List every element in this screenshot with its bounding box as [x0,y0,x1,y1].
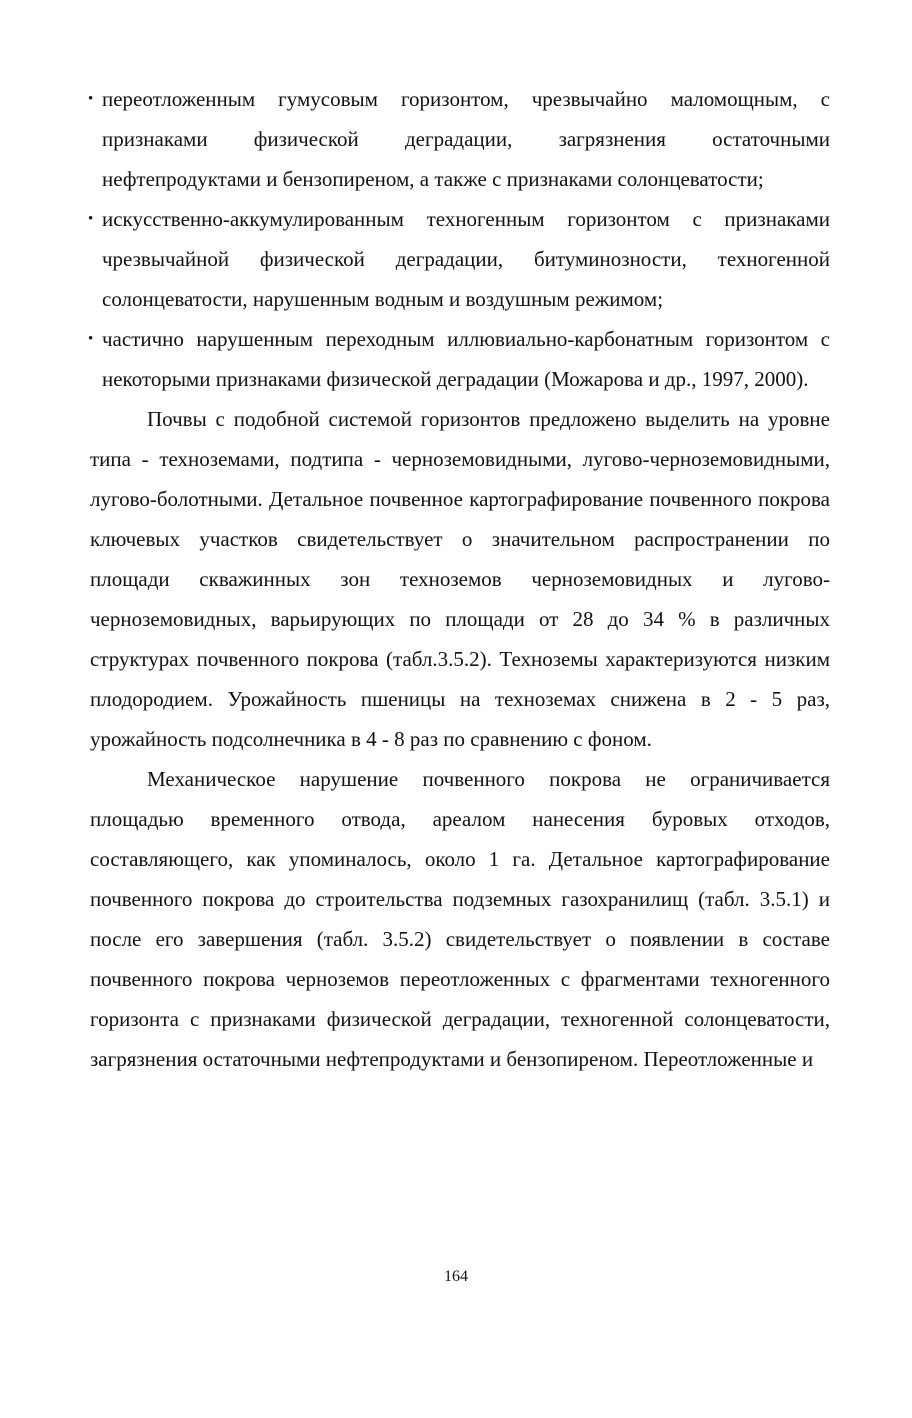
bullet-list [90,79,830,399]
bullet-item [90,319,830,399]
page-body [90,79,830,1079]
paragraph: Почвы с подобной системой горизонтов предложено выделить на уровне типа - техноземами, подтипа - черноземовидными, лугово-черноземовидными, лугово-болотными. Детальное почвенное картографирование почвенного покрова ключевых участков свидетельствует о значительном распространении по площади скважинных зон техноземов черноземовидных и лугово-черноземовидных, варьирующих по площади от 28 до 34 % в различных структурах почвенного покрова (табл.3.5.2). Техноземы характеризуются низким плодородием. Урожайность пшеницы на техноземах снижена в 2 - 5 раз, урожайность подсолнечника в 4 - 8 раз по сравнению с фоном. [90,407,830,751]
bullet-icon: • [88,91,94,107]
bullet-icon: • [88,211,94,227]
bullet-text: искусственно-аккумулированным техногенным горизонтом с признаками чрезвычайной физической деградации, битуминозности, техногенной солонцеватости, нарушенным водным и воздушным режимом; [102,207,830,311]
bullet-item [90,79,830,199]
bullet-text: переотложенным гумусовым горизонтом, чрезвычайно маломощным, с признаками физической деградации, загрязнения остаточными нефтепродуктами и бензопиреном, а также с признаками солонцеватости; [102,87,830,191]
bullet-item [90,199,830,319]
page-number: 164 [444,1268,468,1285]
bullet-text: частично нарушенным переходным иллювиально-карбонатным горизонтом с некоторыми признаками физической деградации (Можарова и др., 1997, 2000). [102,327,830,391]
bullet-icon: • [88,331,94,347]
paragraph: Механическое нарушение почвенного покрова не ограничивается площадью временного отвода, ареалом нанесения буровых отходов, составляющего, как упоминалось, около 1 га. Детальное картографирование почвенного покрова до строительства подземных газохранилищ (табл. 3.5.1) и после его завершения (табл. 3.5.2) свидетельствует о появлении в составе почвенного покрова черноземов переотложенных с фрагментами техногенного горизонта с признаками физической деградации, техногенной солонцеватости, загрязнения остаточными нефтепродуктами и бензопиреном. Переотложенные и [90,767,830,1071]
